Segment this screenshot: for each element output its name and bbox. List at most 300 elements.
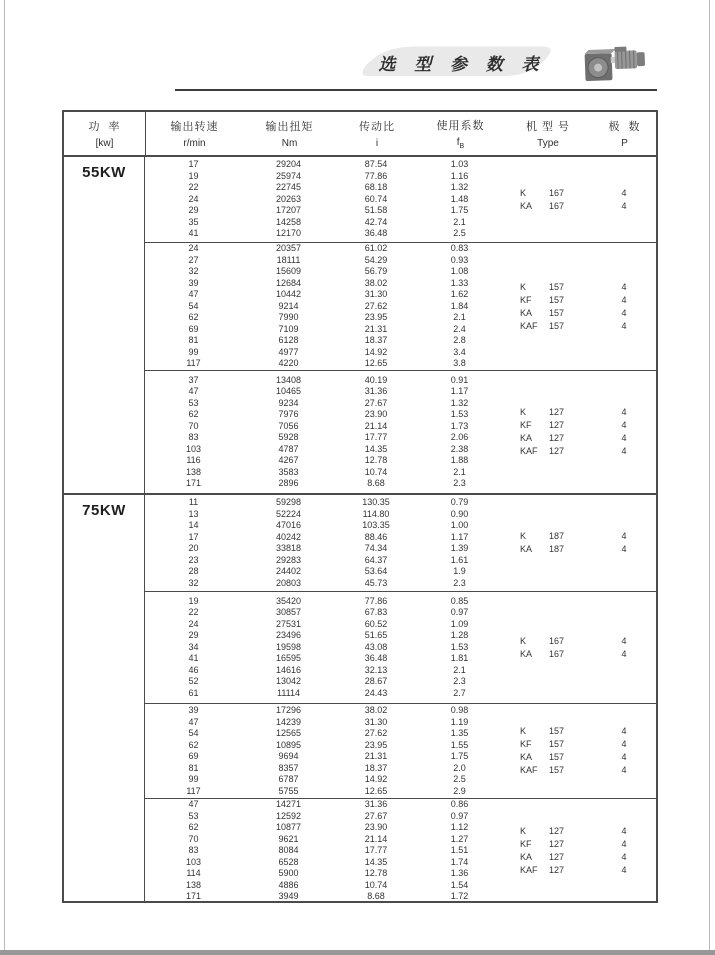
cell-torque: 22745 [275, 182, 302, 193]
cell-factor: 2.3 [453, 577, 466, 588]
table-row [145, 653, 502, 665]
data-block [145, 798, 656, 903]
cell-ratio: 18.37 [364, 335, 388, 346]
cell-speed: 53 [188, 397, 199, 408]
table-row [145, 358, 502, 370]
type-column [502, 704, 592, 798]
cell-speed: 171 [185, 891, 202, 901]
cell-factor: 2.1 [453, 466, 466, 477]
table-row [145, 509, 502, 521]
type-column [502, 157, 592, 242]
cell-ratio: 87.54 [364, 159, 388, 170]
type-size: 157 [548, 765, 564, 775]
cell-ratio: 8.68 [367, 478, 385, 488]
cell-torque: 4267 [278, 455, 299, 465]
type-size: 127 [548, 433, 564, 443]
cell-ratio: 23.95 [364, 312, 388, 323]
table-row [145, 398, 502, 410]
type-column [502, 592, 592, 703]
cell-factor: 1.12 [450, 822, 469, 832]
cell-torque: 9214 [278, 300, 299, 311]
cell-torque: 5900 [278, 868, 299, 878]
cell-ratio: 14.35 [364, 856, 388, 867]
table-row [145, 845, 502, 857]
type-model [520, 764, 564, 777]
cell-factor: 1.53 [450, 409, 469, 419]
cell-ratio: 60.74 [364, 193, 388, 204]
cell-torque: 14258 [275, 216, 302, 227]
cell-speed: 83 [188, 432, 199, 442]
data-rows [145, 592, 502, 703]
cell-speed: 99 [188, 346, 199, 357]
poles-value: 4 [621, 544, 627, 554]
table-row [145, 786, 502, 798]
cell-torque: 8084 [278, 845, 299, 855]
data-block [145, 370, 656, 493]
type-size: 127 [548, 864, 564, 875]
cell-speed: 138 [185, 879, 202, 890]
cell-torque: 15609 [275, 266, 302, 277]
table-row [145, 543, 502, 555]
type-prefix: KA [520, 752, 533, 762]
page-title: 选 型 参 数 表 [378, 54, 546, 74]
table-row [145, 182, 502, 194]
cell-speed: 103 [185, 443, 202, 454]
cell-speed: 47 [188, 386, 199, 396]
cell-ratio: 14.35 [364, 443, 388, 454]
table-row [145, 478, 502, 490]
cell-factor: 0.93 [450, 254, 469, 265]
type-prefix: KAF [520, 765, 538, 775]
type-model [520, 406, 564, 419]
cell-factor: 1.39 [450, 543, 469, 553]
table-row [145, 409, 502, 421]
cell-speed: 62 [188, 822, 199, 832]
poles-column [592, 243, 656, 370]
cell-ratio: 53.64 [364, 566, 388, 576]
type-prefix: K [520, 407, 527, 417]
table-row [145, 266, 502, 278]
data-block [145, 703, 656, 798]
type-model [520, 530, 564, 543]
cell-ratio: 21.14 [364, 833, 388, 844]
cell-ratio: 67.83 [364, 607, 388, 618]
cell-torque: 47016 [275, 520, 302, 530]
cell-speed: 117 [186, 358, 201, 369]
cell-ratio: 8.68 [367, 891, 385, 901]
cell-ratio: 54.29 [364, 254, 388, 265]
type-model [520, 445, 564, 458]
cell-speed: 32 [188, 266, 199, 277]
table-row [145, 347, 502, 359]
cell-torque: 5928 [278, 432, 299, 442]
data-rows [145, 243, 502, 370]
cell-ratio: 45.73 [364, 577, 388, 588]
table-row [145, 596, 502, 608]
cell-torque: 3583 [278, 466, 299, 477]
data-rows [145, 704, 502, 798]
cell-speed: 24 [188, 618, 199, 629]
table-row [145, 171, 502, 183]
blocks-container [145, 157, 656, 493]
type-prefix: KA [520, 648, 533, 659]
cell-ratio: 88.46 [364, 531, 388, 542]
blocks-container [145, 495, 656, 903]
table-body [64, 157, 656, 901]
type-prefix: KA [520, 307, 533, 318]
cell-speed: 17 [188, 159, 199, 170]
cell-factor: 1.75 [450, 751, 469, 761]
cell-factor: 1.55 [450, 739, 469, 750]
cell-factor: 0.85 [450, 595, 469, 606]
table-row [145, 642, 502, 654]
cell-speed: 41 [188, 653, 199, 664]
table-row [145, 278, 502, 290]
column-header-cn: 输出扭矩 [265, 121, 314, 133]
cell-torque: 17207 [275, 205, 302, 216]
cell-factor: 2.1 [453, 216, 466, 227]
cell-factor: 1.84 [450, 300, 469, 311]
cell-ratio: 61.02 [364, 243, 388, 254]
poles-value: 4 [621, 200, 627, 211]
cell-ratio: 56.79 [364, 266, 388, 277]
cell-factor: 0.79 [450, 497, 469, 507]
cell-speed: 41 [188, 228, 199, 239]
cell-speed: 61 [188, 687, 199, 698]
poles-value: 4 [621, 765, 627, 775]
table-row [145, 255, 502, 267]
cell-speed: 138 [185, 466, 202, 477]
cell-torque: 59298 [275, 497, 302, 507]
table-row [145, 386, 502, 398]
column-header-unit: [kw] [95, 138, 114, 149]
table-row [145, 444, 502, 456]
type-prefix: KF [520, 420, 532, 430]
cell-factor: 1.53 [450, 641, 469, 652]
cell-ratio: 31.30 [364, 289, 388, 300]
cell-factor: 1.32 [450, 397, 469, 408]
cell-factor: 1.09 [450, 618, 469, 629]
table-row [145, 740, 502, 752]
type-prefix: K [520, 187, 527, 198]
cell-factor: 2.1 [453, 312, 466, 323]
cell-speed: 24 [188, 193, 199, 204]
cell-factor: 1.61 [450, 554, 469, 565]
type-model [520, 864, 564, 877]
cell-speed: 117 [186, 785, 201, 796]
table-row [145, 532, 502, 544]
cell-factor: 1.03 [450, 159, 469, 170]
column-header-cn: 使用系数 [436, 120, 485, 132]
poles-value: 4 [621, 635, 627, 646]
cell-speed: 81 [188, 335, 199, 346]
cell-ratio: 18.37 [364, 762, 388, 773]
cell-torque: 9694 [278, 751, 299, 761]
type-model [520, 307, 564, 320]
column-header-5 [503, 112, 593, 155]
cell-torque: 18111 [276, 254, 301, 265]
type-model [520, 419, 564, 432]
cell-speed: 11 [188, 497, 199, 507]
cell-factor: 2.3 [453, 676, 466, 687]
cell-ratio: 10.74 [364, 466, 388, 477]
cell-ratio: 114.80 [362, 508, 390, 519]
column-header-unit: $f_B$ [456, 137, 465, 150]
column-header-3 [336, 112, 418, 155]
cell-torque: 14616 [275, 664, 302, 675]
type-column [502, 495, 592, 591]
cell-factor: 1.16 [450, 170, 469, 181]
cell-ratio: 38.02 [364, 277, 388, 288]
cell-speed: 13 [188, 508, 199, 519]
cell-torque: 33818 [275, 543, 302, 553]
cell-speed: 114 [186, 868, 201, 878]
cell-factor: 1.48 [450, 193, 469, 204]
cell-speed: 81 [188, 762, 199, 773]
type-size: 127 [548, 838, 564, 849]
column-header-cn: 极 数 [608, 121, 641, 133]
cell-factor: 2.3 [453, 478, 466, 488]
cell-ratio: 68.18 [364, 182, 388, 193]
header-divider-rule [175, 89, 657, 91]
type-size: 127 [548, 851, 564, 862]
table-row [145, 688, 502, 700]
type-prefix: K [520, 531, 527, 541]
poles-value: 4 [621, 825, 627, 836]
poles-value: 4 [621, 726, 627, 736]
cell-speed: 69 [188, 751, 199, 761]
cell-ratio: 12.65 [364, 785, 388, 796]
cell-factor: 1.51 [450, 845, 469, 855]
data-rows [145, 799, 502, 903]
cell-speed: 28 [188, 566, 199, 576]
table-row [145, 194, 502, 206]
column-header-0 [64, 112, 146, 155]
cell-factor: 1.17 [450, 531, 469, 542]
cell-speed: 69 [188, 323, 199, 334]
cell-ratio: 28.67 [364, 676, 388, 687]
column-header-unit: Type [537, 138, 559, 149]
cell-factor: 2.8 [453, 335, 466, 346]
type-model [520, 851, 564, 864]
cell-factor: 2.1 [453, 664, 466, 675]
cell-speed: 171 [185, 478, 202, 488]
cell-speed: 39 [188, 705, 199, 715]
cell-ratio: 23.95 [364, 739, 388, 750]
cell-factor: 3.8 [453, 358, 466, 369]
cell-torque: 8357 [278, 762, 299, 773]
cell-factor: 1.27 [450, 833, 469, 844]
footer-bar [0, 950, 715, 955]
cell-factor: 1.19 [450, 716, 469, 727]
cell-speed: 17 [188, 531, 199, 542]
cell-speed: 70 [188, 420, 199, 431]
type-model [520, 320, 564, 333]
cell-torque: 17296 [275, 705, 302, 715]
title-banner [358, 43, 558, 81]
cell-speed: 23 [188, 554, 199, 565]
poles-value: 4 [621, 752, 627, 762]
cell-factor: 1.73 [450, 420, 469, 431]
cell-factor: 2.4 [453, 323, 466, 334]
table-row [145, 421, 502, 433]
type-prefix: KAF [520, 864, 538, 875]
cell-speed: 70 [188, 833, 199, 844]
cell-torque: 24402 [275, 566, 302, 576]
cell-torque: 4977 [278, 346, 299, 357]
cell-factor: 2.38 [450, 443, 469, 454]
type-prefix: K [520, 635, 527, 646]
table-row [145, 467, 502, 479]
type-model [520, 838, 564, 851]
cell-ratio: 43.08 [364, 641, 388, 652]
table-row [145, 324, 502, 336]
type-size: 157 [548, 752, 564, 762]
table-row [145, 891, 502, 903]
cell-speed: 27 [188, 254, 199, 265]
table-row [145, 751, 502, 763]
cell-speed: 52 [188, 676, 199, 687]
cell-ratio: 12.65 [364, 358, 388, 369]
table-row [145, 868, 502, 880]
poles-value: 4 [621, 851, 627, 862]
cell-ratio: 12.78 [364, 868, 388, 878]
cell-speed: 32 [188, 577, 199, 588]
cell-factor: 0.86 [450, 799, 469, 809]
table-row [145, 520, 502, 532]
cell-factor: 1.32 [450, 182, 469, 193]
poles-value: 4 [621, 281, 627, 292]
cell-ratio: 21.31 [364, 323, 388, 334]
cell-torque: 6528 [278, 856, 299, 867]
power-label: 75KW [64, 495, 145, 903]
table-row [145, 312, 502, 324]
cell-factor: 0.97 [450, 810, 469, 821]
cell-ratio: 23.90 [364, 409, 388, 419]
cell-speed: 47 [188, 716, 199, 727]
column-header-cn: 功 率 [88, 121, 121, 133]
cell-speed: 54 [188, 300, 199, 311]
section-75kw [64, 493, 656, 903]
poles-column [592, 799, 656, 903]
table-row [145, 676, 502, 688]
cell-torque: 7109 [278, 323, 299, 334]
cell-factor: 0.83 [450, 243, 469, 254]
table-row [145, 289, 502, 301]
type-model [520, 294, 564, 307]
section-55kw [64, 157, 656, 493]
cell-speed: 39 [188, 277, 199, 288]
table-row [145, 857, 502, 869]
column-header-cn: 机 型 号 [525, 121, 571, 133]
cell-speed: 47 [188, 799, 199, 809]
cell-speed: 34 [188, 641, 199, 652]
table-row [145, 774, 502, 786]
cell-ratio: 36.48 [364, 228, 388, 239]
cell-torque: 5755 [278, 785, 299, 796]
cell-torque: 10877 [275, 822, 302, 832]
cell-factor: 1.36 [450, 868, 469, 878]
cell-ratio: 103.35 [362, 520, 390, 530]
type-model [520, 635, 564, 648]
column-header-unit: P [621, 138, 628, 149]
cell-torque: 20357 [275, 243, 302, 254]
cell-torque: 12684 [275, 277, 302, 288]
cell-torque: 14271 [275, 799, 302, 809]
table-row [145, 301, 502, 313]
cell-factor: 0.91 [450, 374, 469, 385]
table-row [145, 607, 502, 619]
type-size: 167 [548, 648, 564, 659]
cell-factor: 2.0 [453, 762, 466, 773]
cell-speed: 53 [188, 810, 199, 821]
cell-torque: 20263 [275, 193, 302, 204]
cell-torque: 19598 [275, 641, 302, 652]
column-header-unit: i [375, 138, 379, 149]
cell-torque: 10895 [275, 739, 302, 750]
type-column [502, 799, 592, 903]
cell-speed: 62 [188, 312, 199, 323]
cell-torque: 12592 [275, 810, 302, 821]
cell-speed: 103 [185, 856, 202, 867]
type-prefix: KF [520, 294, 532, 305]
poles-value: 4 [621, 420, 627, 430]
type-size: 127 [548, 446, 564, 456]
cell-ratio: 14.92 [364, 774, 388, 784]
page-edge-right [709, 0, 710, 955]
cell-factor: 1.33 [450, 277, 469, 288]
cell-ratio: 77.86 [364, 170, 388, 181]
cell-speed: 37 [188, 374, 199, 385]
cell-torque: 52224 [275, 508, 302, 519]
cell-torque: 20803 [275, 577, 302, 588]
type-column [502, 243, 592, 370]
cell-torque: 13042 [275, 676, 302, 687]
table-row [145, 555, 502, 567]
cell-speed: 83 [188, 845, 199, 855]
cell-speed: 62 [188, 739, 199, 750]
cell-torque: 6128 [278, 335, 299, 346]
cell-speed: 19 [188, 595, 199, 606]
cell-ratio: 38.02 [364, 705, 388, 715]
data-block [145, 591, 656, 703]
column-header-6 [593, 112, 656, 155]
cell-torque: 9234 [278, 397, 299, 408]
table-row [145, 578, 502, 590]
data-rows [145, 495, 502, 591]
type-size: 187 [548, 531, 564, 541]
type-size: 167 [548, 200, 564, 211]
cell-ratio: 40.19 [364, 374, 388, 385]
cell-speed: 22 [188, 607, 199, 618]
type-prefix: KA [520, 851, 533, 862]
type-model [520, 725, 564, 738]
cell-torque: 14239 [275, 716, 302, 727]
table-row [145, 799, 502, 811]
column-header-1 [146, 112, 243, 155]
type-size: 157 [548, 307, 564, 318]
table-row [145, 228, 502, 240]
cell-speed: 47 [188, 289, 199, 300]
cell-factor: 1.08 [450, 266, 469, 277]
cell-ratio: 27.62 [364, 300, 388, 311]
type-prefix: K [520, 281, 527, 292]
type-size: 157 [548, 294, 564, 305]
cell-ratio: 23.90 [364, 822, 388, 832]
table-row [145, 811, 502, 823]
cell-ratio: 31.36 [364, 799, 388, 809]
cell-ratio: 17.77 [364, 845, 388, 855]
